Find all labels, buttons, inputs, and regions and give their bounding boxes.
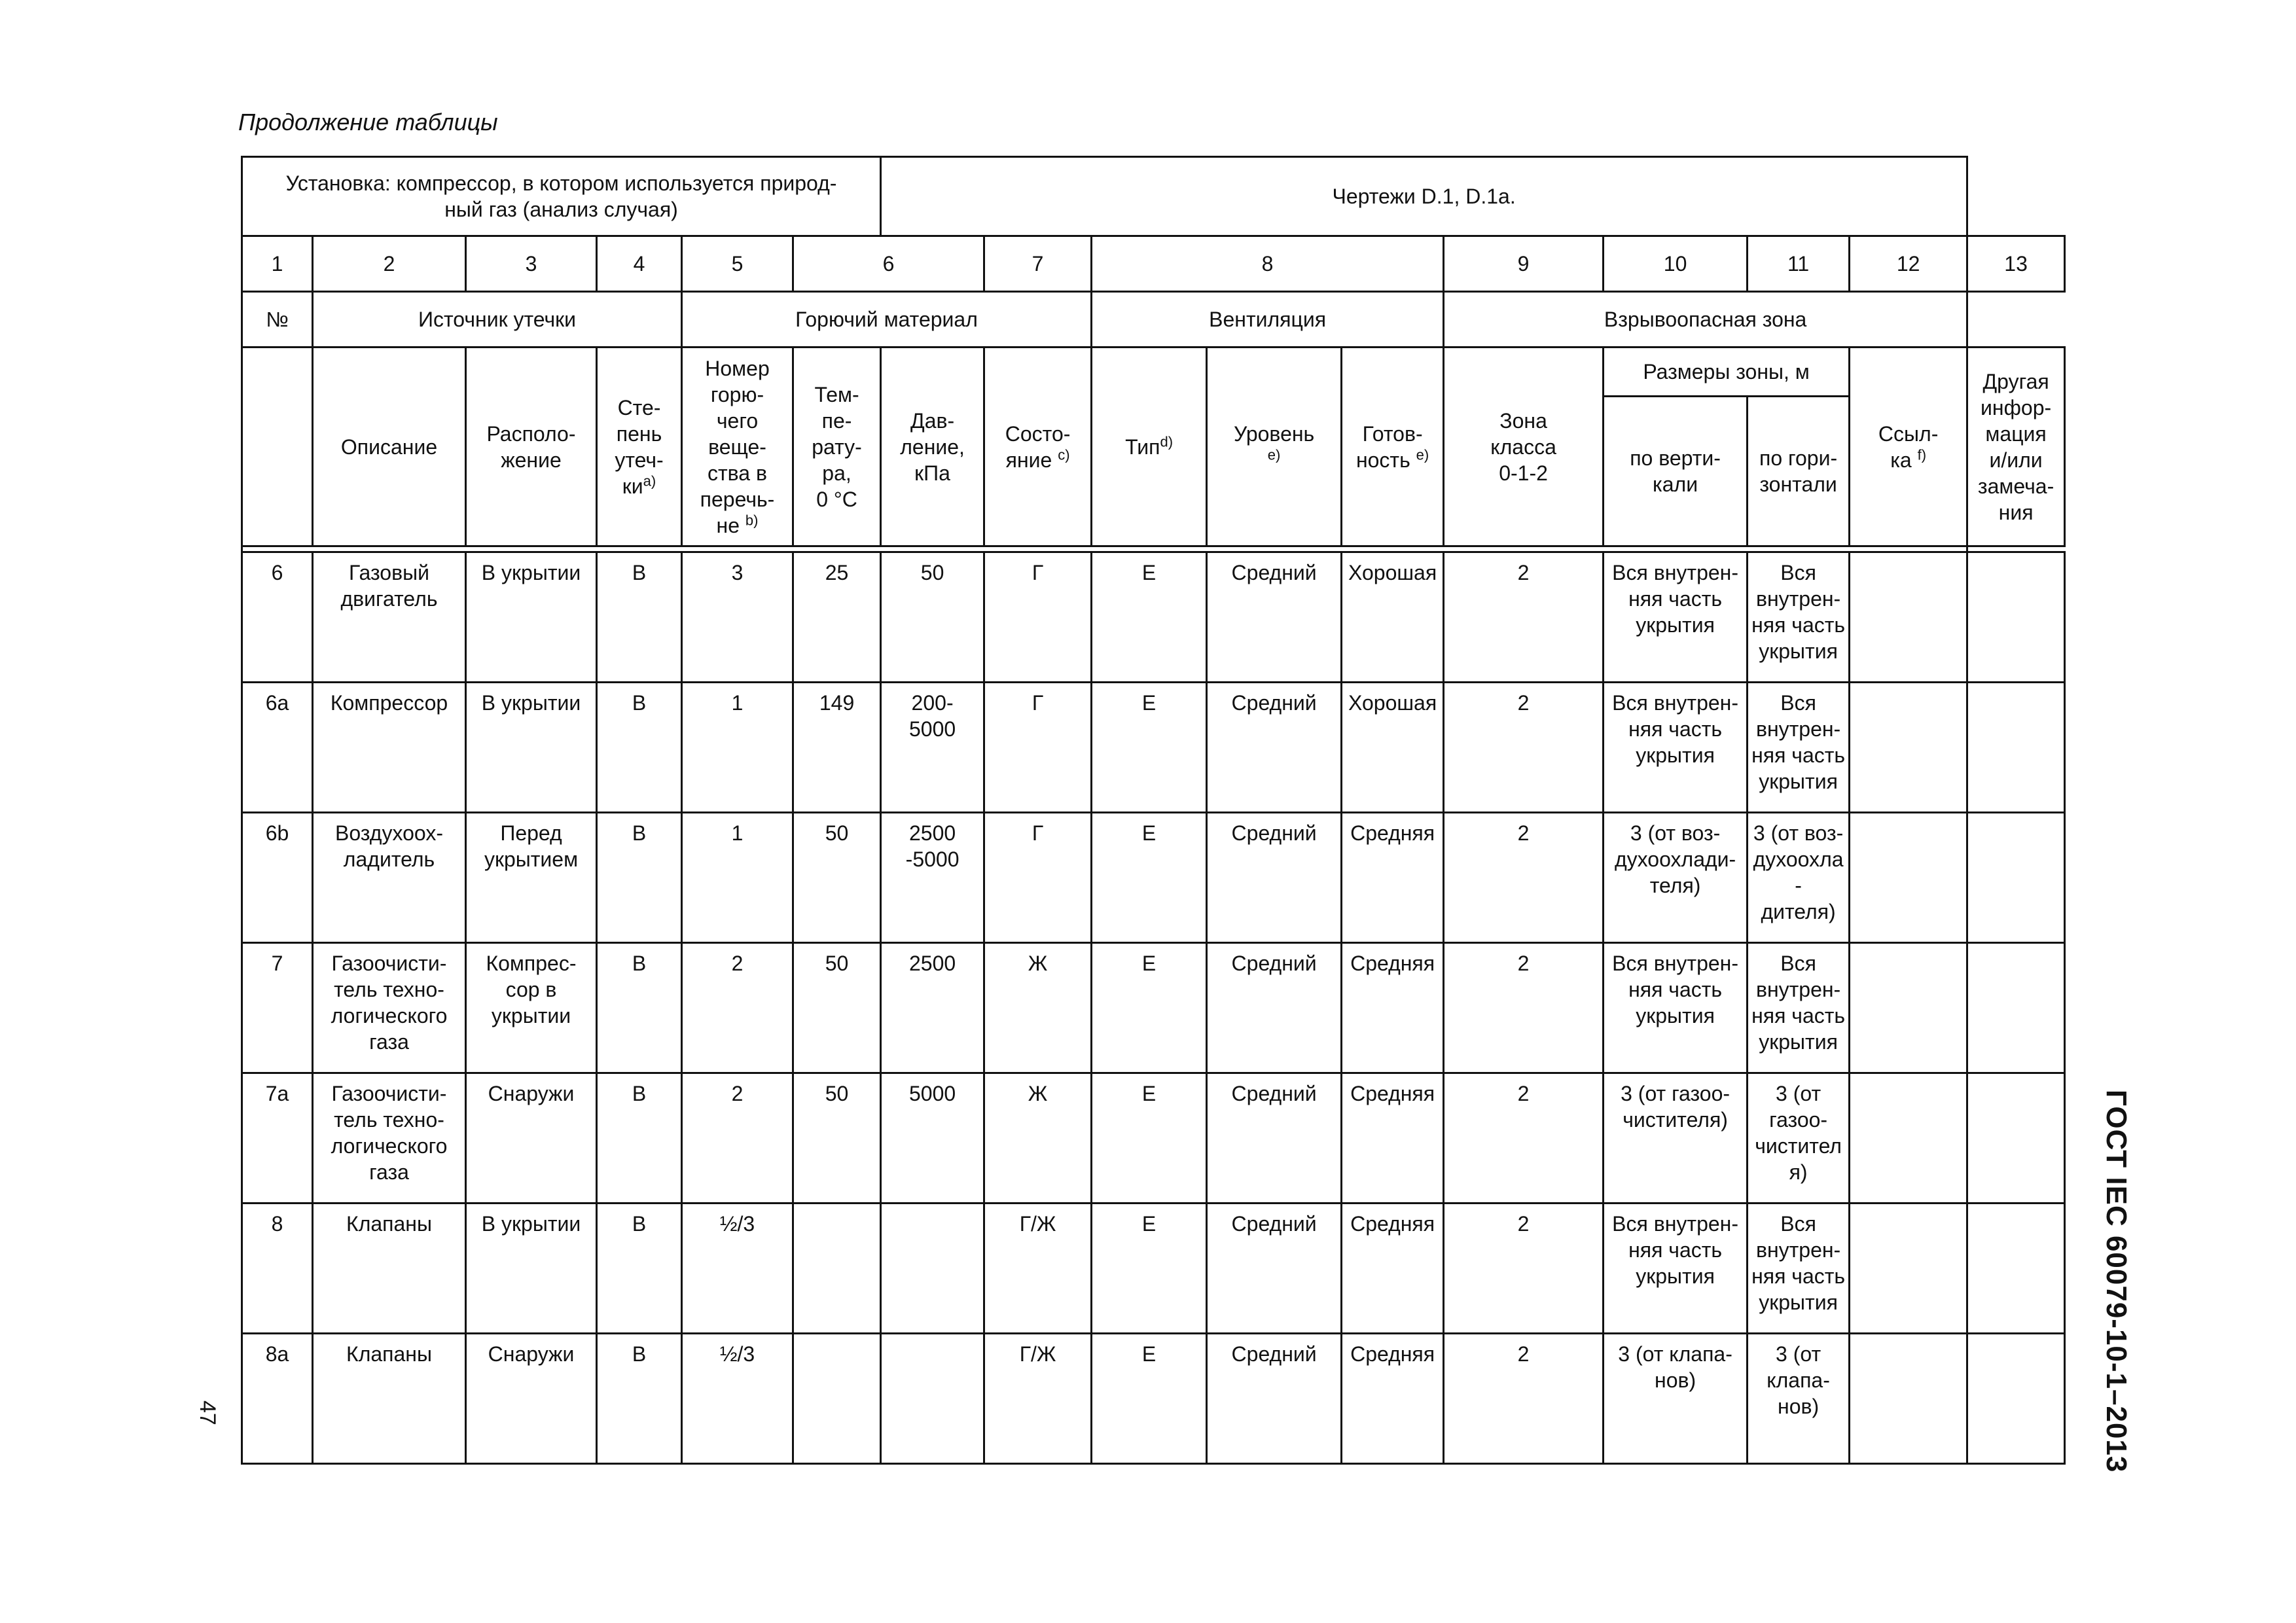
cell-no: 8а: [242, 1334, 313, 1464]
cell-substance: 2: [682, 1073, 793, 1204]
cell-description: Газоочисти- тель техно- логического газа: [313, 1073, 466, 1204]
header-temperature: Тем- пе- рату- ра, 0 °С: [793, 348, 881, 546]
cell-state: Ж: [984, 943, 1092, 1073]
header-number-blank: [242, 348, 313, 546]
table-row: [242, 552, 2065, 683]
table-row: [242, 1204, 2065, 1334]
cell-degree: В: [597, 943, 682, 1073]
header-leak-source: Источник утечки: [313, 292, 682, 348]
cell-availability: Средняя: [1342, 813, 1444, 943]
header-horizontal: по гори- зонтали: [1748, 397, 1850, 546]
cell-level: Средний: [1207, 683, 1342, 813]
cell-type: Е: [1092, 813, 1207, 943]
cell-location: В укрытии: [466, 683, 597, 813]
install-description: Установка: компрессор, в котором используется природ- ный газ (анализ случая): [242, 157, 881, 236]
cell-zone: 2: [1444, 813, 1604, 943]
cell-substance: ½/3: [682, 1334, 793, 1464]
header-substance-number: Номер горю- чего веще- ства в перечь- не $^{b)}$: [682, 348, 793, 546]
cell-vertical: 3 (от клапа- нов): [1604, 1334, 1748, 1464]
cell-state: Г: [984, 552, 1092, 683]
cell-availability: Средняя: [1342, 1334, 1444, 1464]
header-location: Располо- жение: [466, 348, 597, 546]
header-zone-class: Зона класса 0-1-2: [1444, 348, 1604, 546]
cell-location: Компрес- сор в укрытии: [466, 943, 597, 1073]
col-number-10: 10: [1604, 236, 1748, 292]
table-row: [242, 813, 2065, 943]
cell-horizontal: 3 (от газоо- чистителя): [1748, 1073, 1850, 1204]
cell-zone: 2: [1444, 1073, 1604, 1204]
cell-horizontal: Вся внутрен- няя часть укрытия: [1748, 683, 1850, 813]
cell-type: Е: [1092, 552, 1207, 683]
cell-temperature: 50: [793, 813, 881, 943]
cell-state: Г/Ж: [984, 1204, 1092, 1334]
document-standard-title: ГОСТ IEC 60079-10-1–2013: [2100, 1090, 2132, 1473]
col-number-13: 13: [1967, 236, 2065, 292]
cell-zone: 2: [1444, 943, 1604, 1073]
cell-availability: Средняя: [1342, 1073, 1444, 1204]
cell-temperature: [793, 1334, 881, 1464]
table-row: [242, 943, 2065, 1073]
cell-zone: 2: [1444, 1204, 1604, 1334]
cell-pressure: [881, 1334, 984, 1464]
header-type: Тип$^{d)}$: [1092, 348, 1207, 546]
cell-level: Средний: [1207, 1073, 1342, 1204]
cell-other: [1967, 813, 2065, 943]
cell-location: Снаружи: [466, 1073, 597, 1204]
col-number-4: 4: [597, 236, 682, 292]
cell-pressure: 2500 -5000: [881, 813, 984, 943]
note-f: f): [1917, 446, 1927, 463]
cell-zone: 2: [1444, 552, 1604, 683]
col-number-5: 5: [682, 236, 793, 292]
cell-type: Е: [1092, 943, 1207, 1073]
cell-reference: [1850, 552, 1967, 683]
header-level: Уровень $^{e)}$: [1207, 348, 1342, 546]
note-b: b): [745, 511, 759, 528]
header-availability: Готов- ность $^{e)}$: [1342, 348, 1444, 546]
cell-temperature: [793, 1204, 881, 1334]
cell-description: Воздухоох- ладитель: [313, 813, 466, 943]
cell-pressure: 200- 5000: [881, 683, 984, 813]
col-number-3: 3: [466, 236, 597, 292]
cell-other: [1967, 552, 2065, 683]
col-number-11: 11: [1748, 236, 1850, 292]
cell-type: Е: [1092, 1334, 1207, 1464]
cell-level: Средний: [1207, 1204, 1342, 1334]
cell-degree: В: [597, 1204, 682, 1334]
cell-vertical: Вся внутрен- няя часть укрытия: [1604, 552, 1748, 683]
header-state: Состо- яние $^{c)}$: [984, 348, 1092, 546]
cell-state: Г: [984, 683, 1092, 813]
cell-no: 8: [242, 1204, 313, 1334]
cell-location: В укрытии: [466, 552, 597, 683]
cell-vertical: Вся внутрен- няя часть укрытия: [1604, 1204, 1748, 1334]
cell-pressure: [881, 1204, 984, 1334]
cell-pressure: 50: [881, 552, 984, 683]
cell-level: Средний: [1207, 813, 1342, 943]
table-row: [242, 1073, 2065, 1204]
cell-substance: 2: [682, 943, 793, 1073]
header-description: Описание: [313, 348, 466, 546]
header-vertical: по верти- кали: [1604, 397, 1748, 546]
cell-vertical: Вся внутрен- няя часть укрытия: [1604, 683, 1748, 813]
col-number-9: 9: [1444, 236, 1604, 292]
cell-pressure: 5000: [881, 1073, 984, 1204]
table-row: [242, 683, 2065, 813]
table-row: [242, 1334, 2065, 1464]
table-wrapper: [241, 156, 2066, 1465]
cell-state: Ж: [984, 1073, 1092, 1204]
cell-reference: [1850, 683, 1967, 813]
note-a: a): [643, 472, 656, 489]
cell-zone: 2: [1444, 1334, 1604, 1464]
cell-state: Г: [984, 813, 1092, 943]
cell-reference: [1850, 1204, 1967, 1334]
cell-reference: [1850, 1334, 1967, 1464]
cell-availability: Хорошая: [1342, 683, 1444, 813]
cell-location: Перед укрытием: [466, 813, 597, 943]
cell-availability: Средняя: [1342, 1204, 1444, 1334]
cell-location: Снаружи: [466, 1334, 597, 1464]
cell-availability: Средняя: [1342, 943, 1444, 1073]
cell-degree: В: [597, 1334, 682, 1464]
cell-pressure: 2500: [881, 943, 984, 1073]
cell-description: Клапаны: [313, 1334, 466, 1464]
cell-no: 7а: [242, 1073, 313, 1204]
col-number-2: 2: [313, 236, 466, 292]
cell-degree: В: [597, 552, 682, 683]
col-number-8: 8: [1092, 236, 1444, 292]
group-header-row: [242, 292, 2065, 348]
col-number-7: 7: [984, 236, 1092, 292]
header-number: №: [242, 292, 313, 348]
cell-type: Е: [1092, 1073, 1207, 1204]
note-c: c): [1058, 446, 1070, 463]
table-continuation-caption: Продолжение таблицы: [238, 109, 498, 135]
cell-other: [1967, 1073, 2065, 1204]
double-line-separator: [242, 546, 2065, 552]
cell-horizontal: Вся внутрен- няя часть укрытия: [1748, 552, 1850, 683]
cell-level: Средний: [1207, 1334, 1342, 1464]
cell-no: 7: [242, 943, 313, 1073]
note-e-level: e): [1267, 446, 1281, 463]
header-reference: Ссыл- ка $^{f)}$: [1850, 348, 1967, 546]
cell-degree: В: [597, 683, 682, 813]
cell-reference: [1850, 1073, 1967, 1204]
cell-other: [1967, 1204, 2065, 1334]
cell-vertical: 3 (от воз- духоохлади- теля): [1604, 813, 1748, 943]
cell-substance: 3: [682, 552, 793, 683]
cell-horizontal: 3 (от клапа- нов): [1748, 1334, 1850, 1464]
header-hazardous-zone: Взрывоопасная зона: [1444, 292, 1967, 348]
note-d: d): [1160, 433, 1174, 450]
header-ventilation: Вентиляция: [1092, 292, 1444, 348]
cell-horizontal: 3 (от воз- духоохла- дителя): [1748, 813, 1850, 943]
note-e-availability: e): [1416, 446, 1429, 463]
cell-substance: 1: [682, 813, 793, 943]
column-numbers-row: [242, 236, 2065, 292]
col-number-6: 6: [793, 236, 984, 292]
cell-temperature: 50: [793, 943, 881, 1073]
zone-classification-table: [241, 156, 2066, 1465]
header-other-info: Другая инфор- мация и/или замеча- ния: [1967, 348, 2065, 546]
cell-level: Средний: [1207, 943, 1342, 1073]
cell-substance: ½/3: [682, 1204, 793, 1334]
cell-degree: В: [597, 1073, 682, 1204]
cell-other: [1967, 943, 2065, 1073]
cell-degree: В: [597, 813, 682, 943]
cell-zone: 2: [1444, 683, 1604, 813]
cell-substance: 1: [682, 683, 793, 813]
page-number: 47: [195, 1400, 220, 1425]
cell-temperature: 25: [793, 552, 881, 683]
install-row: [242, 157, 2065, 236]
cell-location: В укрытии: [466, 1204, 597, 1334]
cell-other: [1967, 1334, 2065, 1464]
cell-other: [1967, 683, 2065, 813]
cell-state: Г/Ж: [984, 1334, 1092, 1464]
header-flammable-material: Горючий материал: [682, 292, 1092, 348]
cell-temperature: 149: [793, 683, 881, 813]
drawings-reference: Чертежи D.1, D.1а.: [881, 157, 1967, 236]
cell-temperature: 50: [793, 1073, 881, 1204]
header-degree: Сте- пень утеч- $ки^{a)}$: [597, 348, 682, 546]
cell-description: Газовый двигатель: [313, 552, 466, 683]
cell-no: 6: [242, 552, 313, 683]
cell-reference: [1850, 813, 1967, 943]
cell-description: Клапаны: [313, 1204, 466, 1334]
cell-no: 6а: [242, 683, 313, 813]
cell-availability: Хорошая: [1342, 552, 1444, 683]
cell-type: Е: [1092, 1204, 1207, 1334]
header-zone-size: Размеры зоны, м: [1604, 348, 1850, 397]
cell-level: Средний: [1207, 552, 1342, 683]
cell-reference: [1850, 943, 1967, 1073]
cell-no: 6b: [242, 813, 313, 943]
cell-horizontal: Вся внутрен- няя часть укрытия: [1748, 1204, 1850, 1334]
col-number-1: 1: [242, 236, 313, 292]
sub-header-row-1: [242, 348, 2065, 397]
cell-vertical: 3 (от газоо- чистителя): [1604, 1073, 1748, 1204]
col-number-12: 12: [1850, 236, 1967, 292]
cell-description: Компрессор: [313, 683, 466, 813]
header-pressure: Дав- ление, кПа: [881, 348, 984, 546]
cell-type: Е: [1092, 683, 1207, 813]
cell-vertical: Вся внутрен- няя часть укрытия: [1604, 943, 1748, 1073]
cell-description: Газоочисти- тель техно- логического газа: [313, 943, 466, 1073]
cell-horizontal: Вся внутрен- няя часть укрытия: [1748, 943, 1850, 1073]
